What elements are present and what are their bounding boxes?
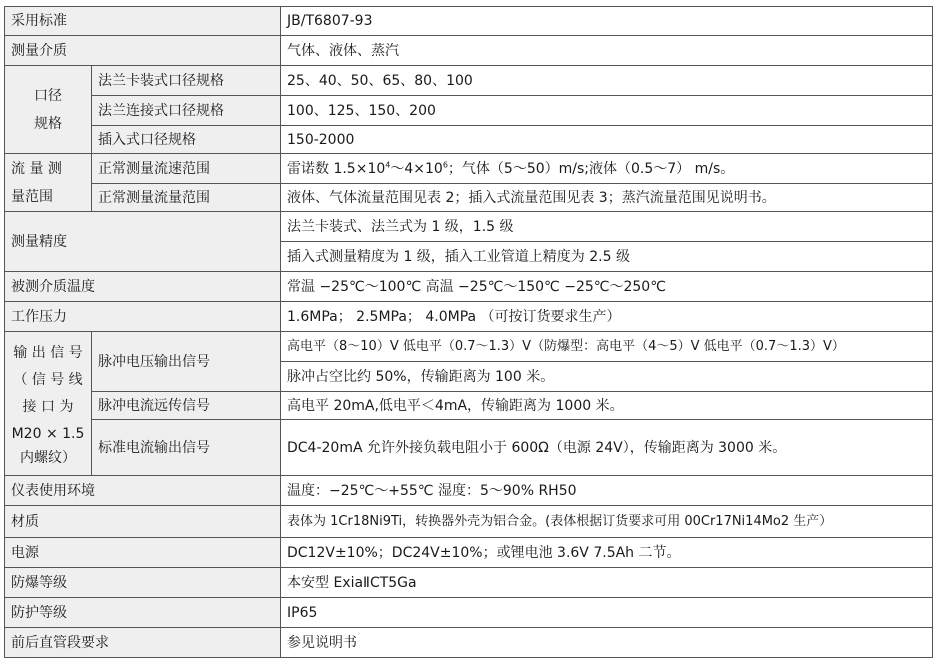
row-value: 100、125、150、200 [281, 96, 933, 126]
table-row [5, 420, 933, 476]
label-line: 流 量 测 [11, 160, 62, 177]
row-label: 采用标准 [5, 7, 281, 36]
value-part: 雷诺数 1.5×10 [287, 160, 386, 177]
row-label: 防爆等级 [5, 568, 281, 598]
row-value: 法兰卡装式、法兰式为 1 级，1.5 级 [281, 212, 933, 242]
row-label: 测量精度 [5, 212, 281, 272]
table-row [5, 568, 933, 598]
sub-label: 正常测量流量范围 [92, 184, 281, 212]
table-row [5, 7, 933, 36]
row-value: DC4-20mA 允许外接负载电阻小于 600Ω（电源 24V），传输距离为 3000 米。 [281, 420, 933, 476]
sub-label: 脉冲电压输出信号 [92, 332, 281, 392]
caliber-group-label [5, 66, 92, 154]
table-row [5, 36, 933, 66]
sub-label: 正常测量流速范围 [92, 154, 281, 184]
spec-table [4, 6, 933, 658]
row-label: 前后直管段要求 [5, 628, 281, 658]
table-row [5, 506, 933, 538]
row-value: DC12V±10%；DC24V±10%；或锂电池 3.6V 7.5Ah 二节。 [281, 538, 933, 568]
sub-label: 法兰卡装式口径规格 [92, 66, 281, 96]
row-label: 测量介质 [5, 36, 281, 66]
table-row [5, 126, 933, 154]
row-value: 温度：−25℃～+55℃ 湿度：5～90% RH50 [281, 476, 933, 506]
row-value: 150-2000 [281, 126, 933, 154]
table-row [5, 476, 933, 506]
row-value: 本安型 ExiaⅡCT5Ga [281, 568, 933, 598]
row-value: 脉冲占空比约 50%，传输距离为 100 米。 [281, 362, 933, 392]
table-row [5, 538, 933, 568]
row-value: 常温 −25℃～100℃ 高温 −25℃～150℃ −25℃～250℃ [281, 272, 933, 302]
value-part: ；气体（5～50）m/s;液体（0.5～7） m/s。 [447, 160, 735, 177]
value-part: ～4×10 [390, 160, 443, 177]
label-line: （ 信 号 线 [13, 371, 83, 388]
sub-label: 标准电流输出信号 [92, 420, 281, 476]
table-row [5, 628, 933, 658]
row-label: 防护等级 [5, 598, 281, 628]
flow-range-group-label [5, 154, 92, 212]
exponent: 6 [442, 159, 448, 169]
table-row [5, 332, 933, 362]
row-value: 气体、液体、蒸汽 [281, 36, 933, 66]
row-value: 高电平 20mA,低电平＜4mA，传输距离为 1000 米。 [281, 392, 933, 420]
label-line: 内螺纹） [20, 449, 76, 466]
label-line: 接 口 为 [22, 398, 74, 415]
row-label: 工作压力 [5, 302, 281, 332]
row-label: 被测介质温度 [5, 272, 281, 302]
row-value: IP65 [281, 598, 933, 628]
output-group-label [5, 332, 92, 476]
row-label: 材质 [5, 506, 281, 538]
table-row [5, 272, 933, 302]
label-line: 口径 [34, 87, 62, 104]
label-line: 规格 [34, 115, 62, 132]
label-line: M20 × 1.5 [11, 425, 85, 442]
exponent: 4 [385, 159, 391, 169]
row-value: 液体、气体流量范围见表 2；插入式流量范围见表 3；蒸汽流量范围见说明书。 [281, 184, 933, 212]
row-label: 仪表使用环境 [5, 476, 281, 506]
label-line: 量范围 [11, 188, 53, 205]
table-row [5, 96, 933, 126]
table-row [5, 154, 933, 184]
table-row [5, 212, 933, 242]
row-value: 25、40、50、65、80、100 [281, 66, 933, 96]
sub-label: 法兰连接式口径规格 [92, 96, 281, 126]
table-row [5, 598, 933, 628]
sub-label: 脉冲电流远传信号 [92, 392, 281, 420]
row-label: 电源 [5, 538, 281, 568]
table-row [5, 66, 933, 96]
row-value: 高电平（8～10）V 低电平（0.7～1.3）V（防爆型：高电平（4～5）V 低电平（0.7～1.3）V） [281, 332, 933, 362]
table-row [5, 302, 933, 332]
label-line: 输 出 信 号 [13, 344, 83, 361]
sub-label: 插入式口径规格 [92, 126, 281, 154]
table-row [5, 184, 933, 212]
row-value: JB/T6807-93 [281, 7, 933, 36]
row-value: 1.6MPa； 2.5MPa； 4.0MPa （可按订货要求生产） [281, 302, 933, 332]
row-value [281, 154, 933, 184]
row-value: 插入式测量精度为 1 级，插入工业管道上精度为 2.5 级 [281, 242, 933, 272]
table-row [5, 392, 933, 420]
row-value: 表体为 1Cr18Ni9Ti，转换器外壳为铝合金。(表体根据订货要求可用 00Cr17Ni14Mo2 生产） [281, 506, 933, 538]
row-value: 参见说明书 [281, 628, 933, 658]
